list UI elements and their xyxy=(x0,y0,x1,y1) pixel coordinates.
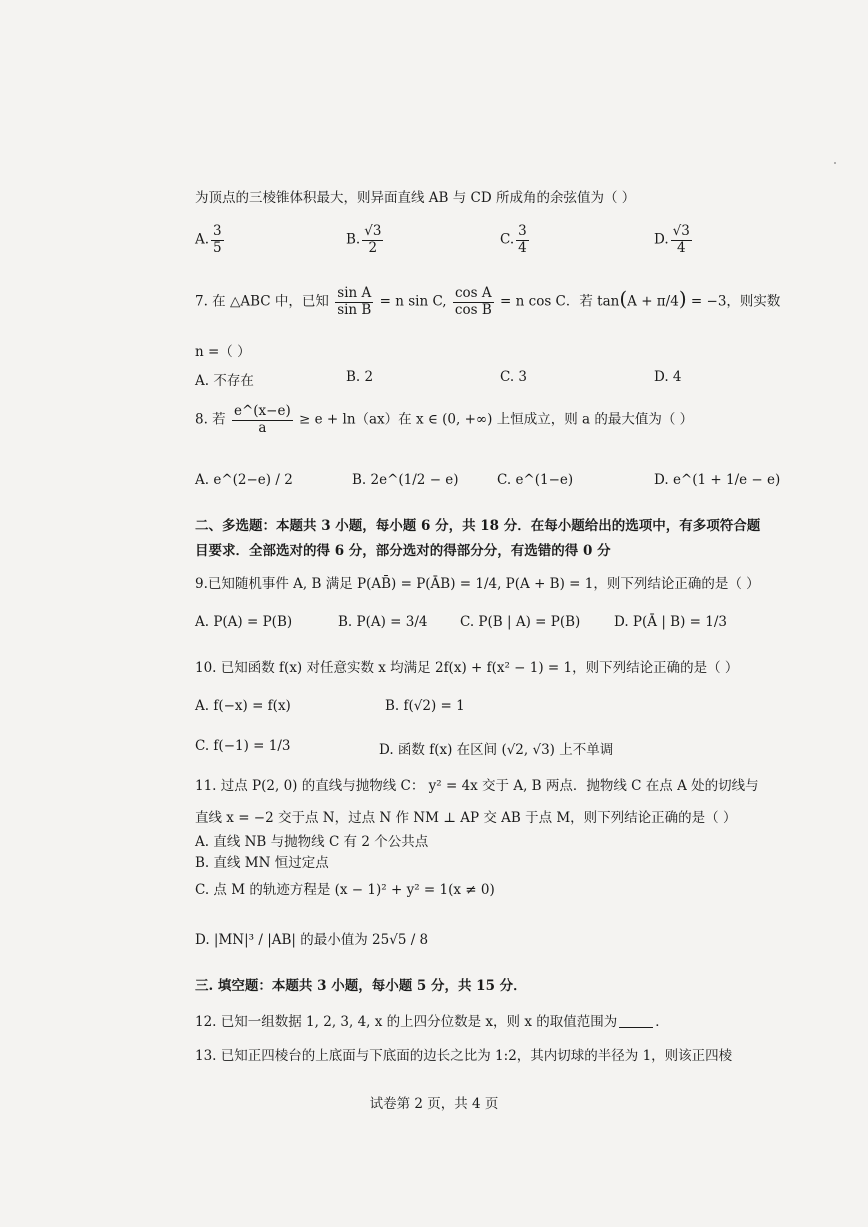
q11-option-c: C. 点 M 的轨迹方程是 (x − 1)² + y² = 1(x ≠ 0) xyxy=(195,882,495,898)
q8-option-c: C. e^(1−e) xyxy=(497,472,574,488)
q6-option-d: D. $\frac{√3}{4}$ xyxy=(654,223,690,256)
q9-option-d: D. P(Ā | B) = 1/3 xyxy=(614,614,727,630)
section3-heading: 三. 填空题：本题共 3 小题，每小题 5 分，共 15 分． xyxy=(195,978,527,994)
q12-answer-blank xyxy=(619,1027,653,1028)
q10-option-b: B. f(√2) = 1 xyxy=(385,698,465,714)
page-footer: 试卷第 2 页，共 4 页 xyxy=(369,1096,499,1112)
q11-text: 11. 过点 P(2, 0) 的直线与抛物线 C： y² = 4x 交于 A, B 两点．抛物线 C 在点 A 处的切线与 xyxy=(195,778,759,794)
section2-heading-line2: 目要求．全部选对的得 6 分，部分选对的得部分分，有选错的得 0 分 xyxy=(195,543,611,559)
q9-text: 9.已知随机事件 A, B 满足 P(AB̄) = P(ĀB) = 1/4, P(A + B) = 1，则下列结论正确的是（ ） xyxy=(195,576,760,592)
q8-option-b: B. 2e^(1/2 − e) xyxy=(352,472,459,488)
q6-option-a: A. $\frac{3}{5}$ xyxy=(195,223,222,256)
q7-option-c: C. 3 xyxy=(500,369,528,385)
q6-option-b: B. $\frac{√3}{2}$ xyxy=(346,223,382,256)
q9-option-b: B. P(A) = 3/4 xyxy=(338,614,428,630)
q7-line2: n =（ ） xyxy=(195,344,251,360)
q8-option-d: D. e^(1 + 1/e − e) xyxy=(654,472,781,488)
q7-option-d: D. 4 xyxy=(654,369,682,385)
q9-option-c: C. P(B | A) = P(B) xyxy=(460,614,581,630)
q10-option-c: C. f(−1) = 1/3 xyxy=(195,738,291,754)
section2-heading: 二、多选题：本题共 3 小题，每小题 6 分，共 18 分．在每小题给出的选项中，有多项符合题 xyxy=(195,518,761,534)
q11-line2: 直线 x = −2 交于点 N，过点 N 作 NM ⊥ AP 交 AB 于点 M，则下列结论正确的是（ ） xyxy=(195,810,737,826)
q11-option-b: B. 直线 MN 恒过定点 xyxy=(195,855,329,871)
scan-speck xyxy=(834,162,836,164)
q8-option-a: A. e^(2−e) / 2 xyxy=(195,472,293,488)
q12-text: 12. 已知一组数据 1, 2, 3, 4, x 的上四分位数是 x，则 x 的取值范围为 ． xyxy=(195,1014,669,1030)
q7-option-a: A. 不存在 xyxy=(195,373,254,389)
q13-text: 13. 已知正四棱台的上底面与下底面的边长之比为 1:2，其内切球的半径为 1，则该正四棱 xyxy=(195,1048,733,1064)
q11-option-d: D. |MN|³ / |AB| 的最小值为 25√5 / 8 xyxy=(195,932,429,948)
q11-option-a: A. 直线 NB 与抛物线 C 有 2 个公共点 xyxy=(195,834,429,850)
q6-option-c: C. $\frac{3}{4}$ xyxy=(500,223,527,256)
q9-option-a: A. P(A) = P(B) xyxy=(195,614,293,630)
q6-text: 为顶点的三棱锥体积最大，则异面直线 AB 与 CD 所成角的余弦值为（ ） xyxy=(195,190,636,206)
q7-text: 7. 在 △ABC 中，已知 $\frac{\text{sin A}}{\text{sin B}}$ = n sin C, $\frac{\text{cos A}}{\text{cos B}}$ = n cos C．若 tan(A + π/4) = −3，则实数 xyxy=(195,285,781,318)
q7-option-b: B. 2 xyxy=(346,369,374,385)
q10-option-a: A. f(−x) = f(x) xyxy=(195,698,291,714)
q10-text: 10. 已知函数 f(x) 对任意实数 x 均满足 2f(x) + f(x² − 1) = 1，则下列结论正确的是（ ） xyxy=(195,660,739,676)
q10-option-d: D. 函数 f(x) 在区间 (√2, √3) 上不单调 xyxy=(379,742,614,758)
q8-text: 8. 若 $\frac{e\^{}(x-e)}{a}$ ≥ e + ln（ax）在 x ∈ (0, +∞) 上恒成立，则 a 的最大值为（ ） xyxy=(195,403,694,436)
